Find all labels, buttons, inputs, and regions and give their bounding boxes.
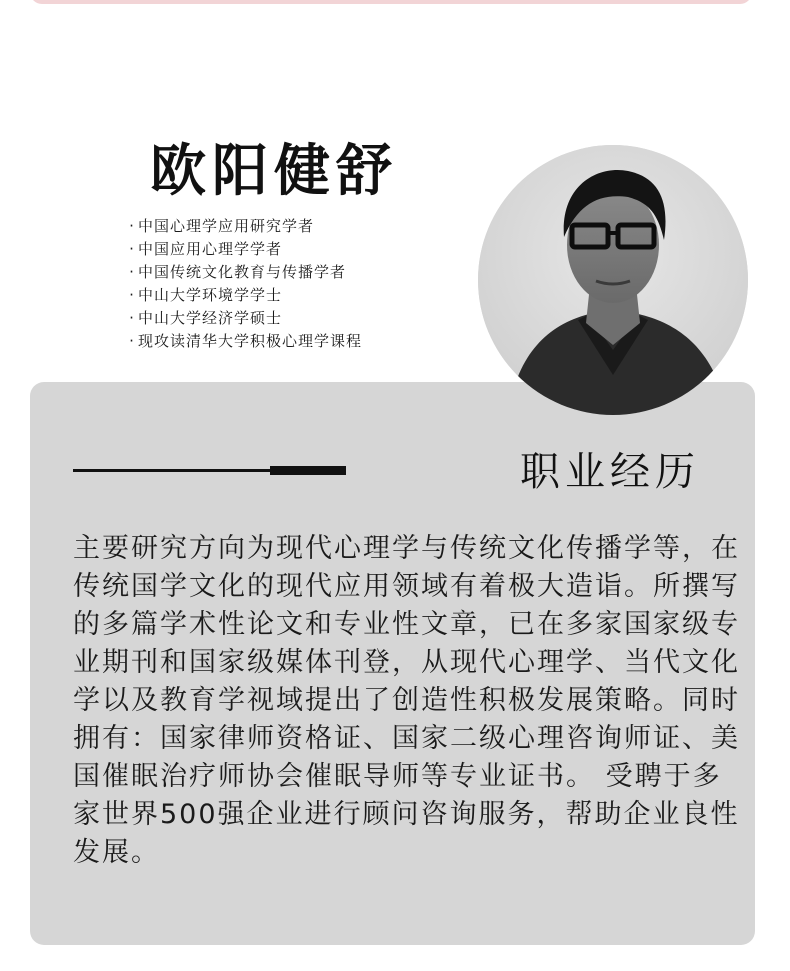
- bullet-dot: ·: [129, 309, 135, 327]
- credential-item: [126, 307, 362, 330]
- credential-text: 现攻读清华大学积极心理学课程: [138, 332, 363, 350]
- bullet-dot: ·: [129, 217, 135, 235]
- credential-item: [126, 330, 362, 353]
- portrait-illustration: [478, 145, 748, 415]
- bullet-dot: ·: [129, 286, 135, 304]
- bullet-dot: ·: [129, 263, 135, 281]
- credential-text: 中山大学环境学学士: [138, 286, 283, 304]
- top-decor-strip: [30, 0, 752, 4]
- career-section-title: 职业经历: [520, 449, 700, 495]
- credential-item: [126, 261, 362, 284]
- credential-text: 中山大学经济学硕士: [138, 309, 283, 327]
- credential-item: [126, 238, 362, 261]
- credentials-list: [126, 215, 362, 353]
- section-divider-accent: [270, 466, 346, 475]
- bullet-dot: ·: [129, 332, 135, 350]
- credential-item: [126, 215, 362, 238]
- credential-text: 中国应用心理学学者: [138, 240, 283, 258]
- career-description: 主要研究方向为现代心理学与传统文化传播学等，在传统国学文化的现代应用领域有着极大造诣。所撰写的多篇学术性论文和专业性文章，已在多家国家级专业期刊和国家级媒体刊登，从现代心理学、当代文化学以及教育学视域提出了创造性积极发展策略。同时拥有：国家律师资格证、国家二级心理咨询师证、美国催眠治疗师协会催眠导师等专业证书。 受聘于多家世界500强企业进行顾问咨询服务，帮助企业良性发展。: [73, 533, 740, 868]
- profile-name: 欧阳健舒: [150, 139, 398, 204]
- credential-text: 中国心理学应用研究学者: [138, 217, 315, 235]
- bullet-dot: ·: [129, 240, 135, 258]
- credential-text: 中国传统文化教育与传播学者: [138, 263, 347, 281]
- credential-item: [126, 284, 362, 307]
- profile-portrait: [478, 145, 748, 415]
